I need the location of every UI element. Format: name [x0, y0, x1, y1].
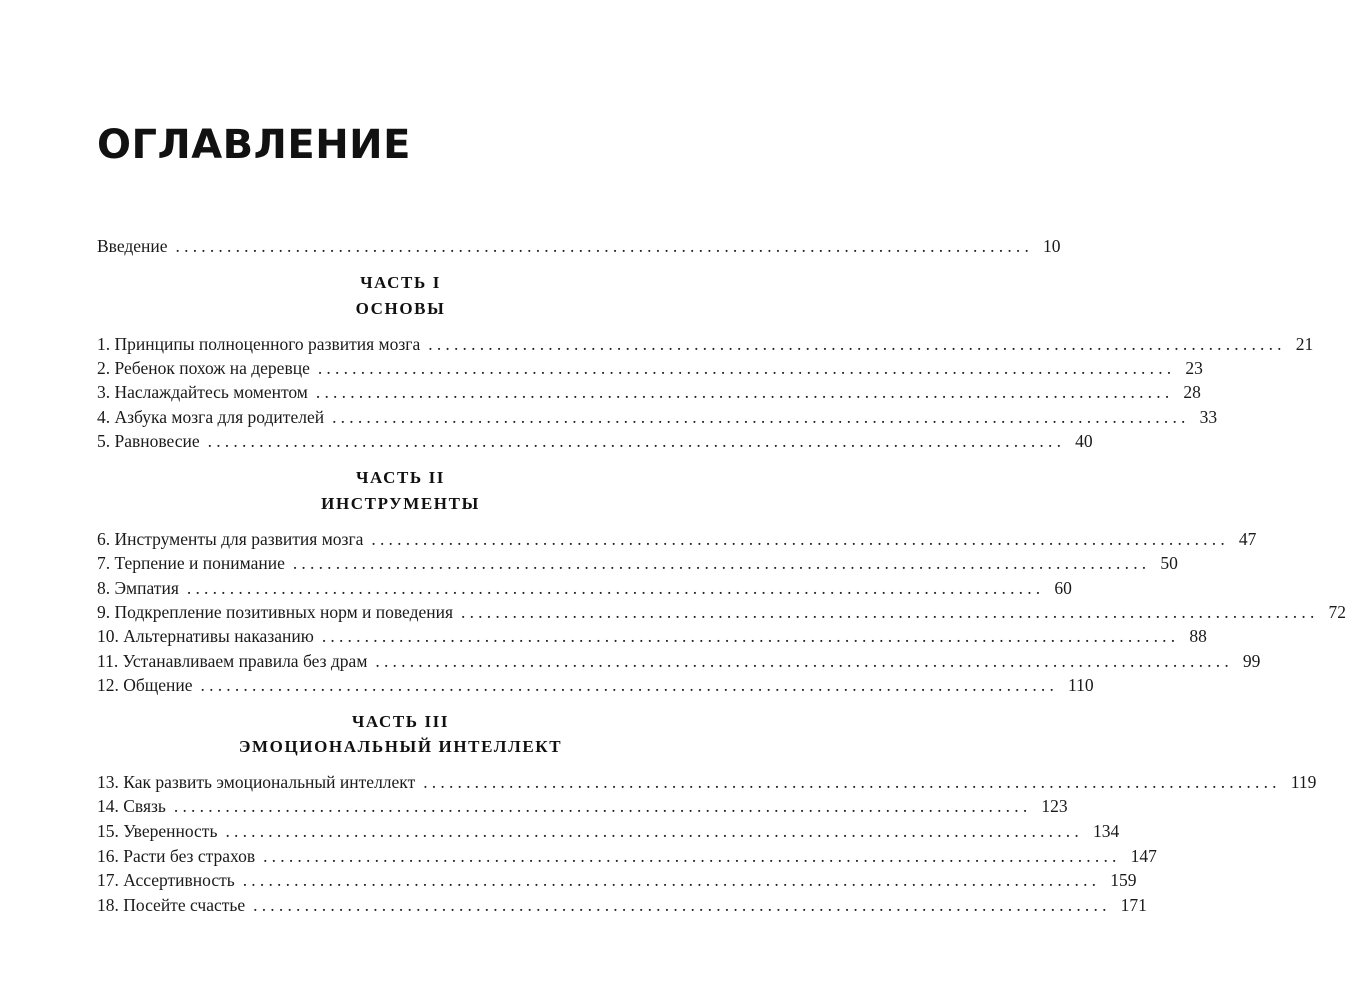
dot-leader: .................................................................................................... [315, 382, 1174, 402]
toc-entry[interactable] [97, 356, 1203, 380]
dot-leader: .................................................................................................... [253, 895, 1111, 915]
toc-entry[interactable] [97, 380, 1201, 404]
dot-leader: .................................................................................................... [175, 236, 1034, 256]
toc-page-number: 40 [1075, 431, 1093, 451]
dot-leader: .................................................................................................... [207, 431, 1066, 451]
dot-leader: .................................................................................................... [242, 870, 1101, 890]
toc-page-number: 99 [1242, 651, 1261, 671]
toc-entry-label: 4. Азбука мозга для родителей [97, 407, 325, 427]
toc-page-number: 159 [1110, 870, 1137, 890]
part-label: ЧАСТЬ III [351, 712, 450, 731]
dot-leader: .................................................................................................... [263, 846, 1121, 866]
dot-leader: .................................................................................................... [186, 578, 1045, 598]
toc-entry-label: 7. Терпение и понимание [97, 553, 285, 573]
dot-leader: .................................................................................................... [321, 626, 1180, 646]
dot-leader: .................................................................................................... [371, 529, 1229, 549]
toc-entry-label: 3. Наслаждайтесь моментом [97, 382, 308, 402]
toc-entry[interactable] [97, 673, 1094, 697]
toc-page-number: 123 [1041, 796, 1068, 816]
part-label: ЧАСТЬ II [355, 468, 446, 487]
toc-page-number: 50 [1160, 553, 1178, 573]
toc-entry-label: 14. Связь [97, 796, 166, 816]
dot-leader: .................................................................................................... [423, 772, 1281, 792]
toc-entry-label: 16. Расти без страхов [97, 846, 256, 866]
toc-page-number: 10 [1043, 236, 1061, 256]
toc-entry[interactable] [97, 624, 1207, 648]
toc-entry-label: 18. Посейте счастье [97, 895, 246, 915]
toc-entry[interactable] [97, 527, 1257, 551]
toc-entry-label: 8. Эмпатия [97, 578, 179, 598]
toc-entry-label: 1. Принципы полноценного развития мозга [97, 334, 421, 354]
page-title: ОГЛАВЛЕНИЕ [97, 122, 411, 168]
toc-entry-label: 12. Общение [97, 675, 193, 695]
toc-entry[interactable] [97, 649, 1261, 673]
toc-entry[interactable] [97, 429, 1093, 453]
toc-page-number: 147 [1130, 846, 1157, 866]
toc-entry-label: 15. Уверенность [97, 821, 218, 841]
dot-leader: .................................................................................................... [461, 602, 1319, 622]
toc-entry[interactable] [97, 576, 1072, 600]
dot-leader: .................................................................................................... [332, 407, 1190, 427]
toc-entry[interactable] [97, 844, 1157, 868]
toc-page-number: 88 [1189, 626, 1207, 646]
dot-leader: .................................................................................................... [375, 651, 1233, 671]
toc-entry-label: 6. Инструменты для развития мозга [97, 529, 364, 549]
dot-leader: .................................................................................................... [173, 796, 1032, 816]
toc-entry[interactable] [97, 405, 1218, 429]
toc-page-number: 60 [1054, 578, 1072, 598]
dot-leader: .................................................................................................... [317, 358, 1176, 378]
toc-page-number: 110 [1068, 675, 1094, 695]
part-title: ЭМОЦИОНАЛЬНЫЙ ИНТЕЛЛЕКТ [238, 737, 563, 756]
toc-entry-label: 2. Ребенок похож на деревце [97, 358, 310, 378]
toc-page-number: 33 [1199, 407, 1218, 427]
toc-page-number: 171 [1120, 895, 1147, 915]
dot-leader: .................................................................................................... [225, 821, 1083, 841]
toc-page-number: 21 [1295, 334, 1314, 354]
toc-entry-label: 17. Ассертивность [97, 870, 235, 890]
part-title: ИНСТРУМЕНТЫ [321, 494, 480, 513]
toc-entry[interactable] [97, 600, 1346, 624]
toc-entry[interactable] [97, 332, 1314, 356]
toc-entry-label: 5. Равновесие [97, 431, 200, 451]
toc-entry-intro[interactable] [97, 234, 1061, 258]
toc-entry[interactable] [97, 551, 1178, 575]
toc-entry-label: 9. Подкрепление позитивных норм и поведения [97, 602, 454, 622]
part-label: ЧАСТЬ I [360, 273, 441, 292]
toc-entry[interactable] [97, 819, 1120, 843]
toc-page-number: 47 [1238, 529, 1257, 549]
toc-page-number: 28 [1183, 382, 1201, 402]
toc-page-number: 119 [1290, 772, 1317, 792]
dot-leader: .................................................................................................... [200, 675, 1059, 695]
toc-entry[interactable] [97, 770, 1317, 794]
toc-entry[interactable] [97, 794, 1068, 818]
part-title: ОСНОВЫ [355, 299, 446, 318]
toc-page-number: 134 [1092, 821, 1120, 841]
toc-page-number: 23 [1185, 358, 1203, 378]
table-of-contents-page [97, 0, 1346, 1000]
toc-entry[interactable] [97, 893, 1147, 917]
toc-entry-label: 11. Устанавливаем правила без драм [97, 651, 368, 671]
toc-entry-label: 13. Как развить эмоциональный интеллект [97, 772, 416, 792]
toc-page-number: 72 [1328, 602, 1346, 622]
dot-leader: .................................................................................................... [428, 334, 1286, 354]
toc-entry-label: 10. Альтернативы наказанию [97, 626, 314, 646]
dot-leader: .................................................................................................... [292, 553, 1151, 573]
toc-entry-label: Введение [97, 236, 168, 256]
toc-entry[interactable] [97, 868, 1137, 892]
